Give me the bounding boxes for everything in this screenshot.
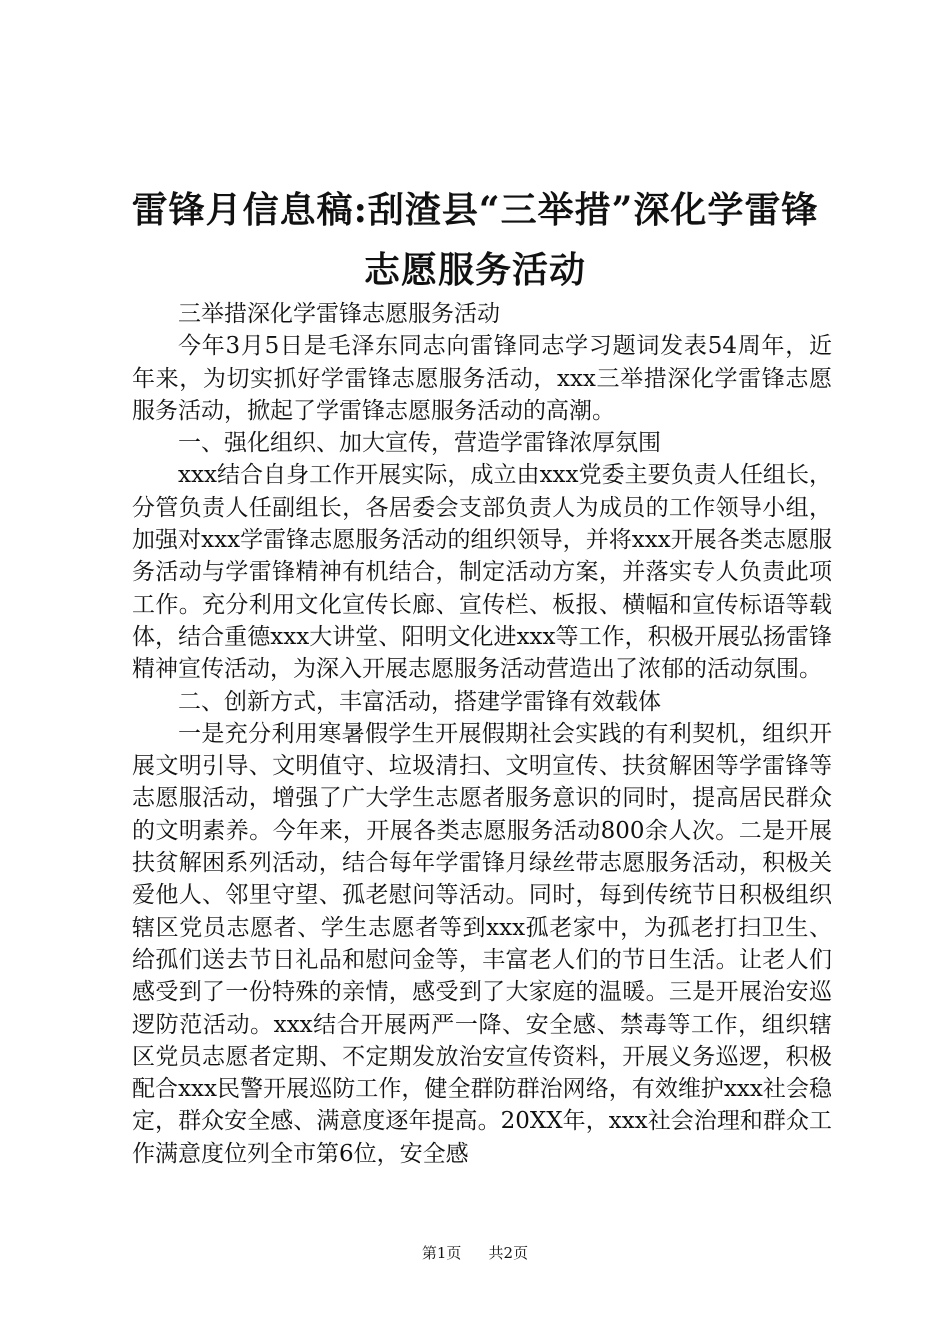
page-footer bbox=[0, 1244, 950, 1262]
document-body bbox=[132, 298, 832, 1170]
paragraph-section-2: 一是充分利用寒暑假学生开展假期社会实践的有利契机，组织开展文明引导、文明值守、垃圾清扫、文明宣传、扶贫解困等学雷锋等志愿服活动，增强了广大学生志愿者服务意识的同时，提高居民群众的文明素养。今年来，开展各类志愿服务活动800余人次。二是开展扶贫解困系列活动，结合每年学雷锋月绿丝带志愿服务活动，积极关爱他人、邻里守望、孤老慰问等活动。同时，每到传统节日积极组织辖区党员志愿者、学生志愿者等到xxx孤老家中，为孤老打扫卫生、给孤们送去节日礼品和慰问金等，丰富老人们的节日生活。让老人们感受到了一份特殊的亲情，感受到了大家庭的温暖。三是开展治安巡逻防范活动。xxx结合开展两严一降、安全感、禁毒等工作，组织辖区党员志愿者定期、不定期发放治安宣传资料，开展义务巡逻，积极配合xxx民警开展巡防工作，健全群防群治网络，有效维护xxx社会稳定，群众安全感、满意度逐年提高。20XX年，xxx社会治理和群众工作满意度位列全市第6位，安全感 bbox=[132, 720, 832, 1167]
paragraph-intro: 今年3月5日是毛泽东同志向雷锋同志学习题词发表54周年，近年来，为切实抓好学雷锋志愿服务活动，xxx三举措深化学雷锋志愿服务活动，掀起了学雷锋志愿服务活动的高潮。 bbox=[132, 333, 832, 424]
section-heading-1: 一、强化组织、加大宣传，营造学雷锋浓厚氛围 bbox=[178, 430, 661, 457]
page-total: 共2页 bbox=[488, 1244, 529, 1262]
section-heading-2: 二、创新方式，丰富活动，搭建学雷锋有效载体 bbox=[178, 688, 661, 715]
page-separator bbox=[468, 1244, 482, 1262]
document-title-line2: 志愿服务活动 bbox=[363, 249, 586, 291]
page-number: 第1页 bbox=[421, 1244, 462, 1262]
paragraph-subtitle: 三举措深化学雷锋志愿服务活动 bbox=[178, 301, 500, 327]
document-title-line1: 雷锋月信息稿:刮渣县“三举措”深化学雷锋 bbox=[131, 189, 819, 231]
paragraph-section-1: xxx结合自身工作开展实际，成立由xxx党委主要负责人任组长，分管负责人任副组长，各居委会支部负责人为成员的工作领导小组，加强对xxx学雷锋志愿服务活动的组织领导，并将xxx开展各类志愿服务活动与学雷锋精神有机结合，制定活动方案，并落实专人负责此项工作。充分利用文化宣传长廊、宣传栏、板报、横幅和宣传标语等载体，结合重德xxx大讲堂、阳明文化进xxx等工作，积极开展弘扬雷锋精神宣传活动，为深入开展志愿服务活动营造出了浓郁的活动氛围。 bbox=[132, 462, 832, 683]
